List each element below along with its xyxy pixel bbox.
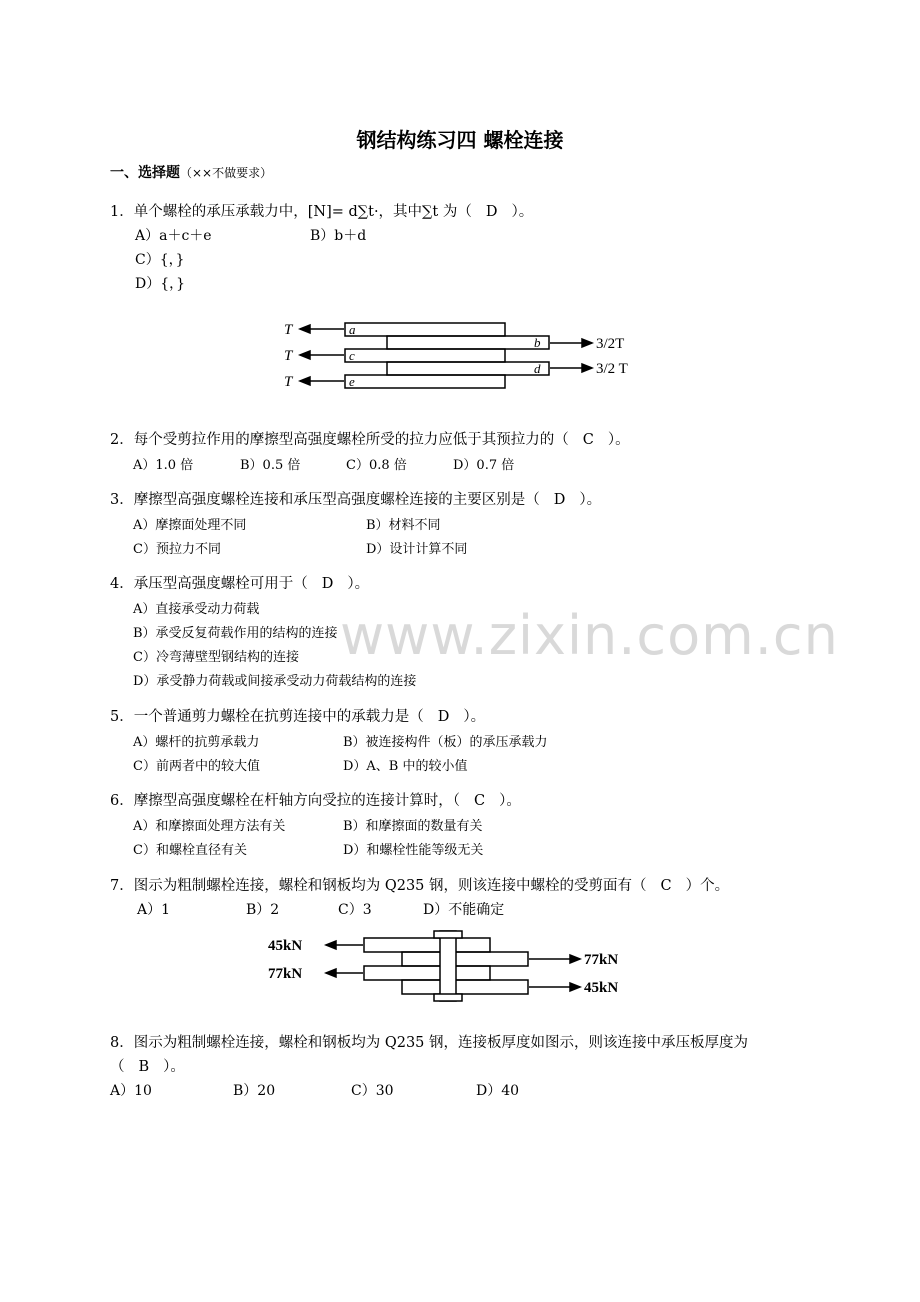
question-stem: 1．单个螺栓的承压承载力中，[N]= d∑t·，其中∑t 为（ (110, 204, 472, 220)
question-stem-end: ）。 (499, 793, 521, 809)
option-c: C）预拉力不同 (133, 542, 221, 557)
plate-label: c (349, 348, 355, 363)
option-c: C）和螺栓直径有关 (133, 843, 247, 858)
option-a: A）1 (137, 902, 171, 918)
question-stem: 2．每个受剪拉作用的摩擦型高强度螺栓所受的拉力应低于其预拉力的（ (110, 432, 569, 448)
option-a: A）10 (110, 1083, 152, 1099)
option-a: A）1.0 倍 (133, 458, 194, 473)
option-b: B）2 (246, 902, 280, 918)
option-c: C）3 (338, 902, 372, 918)
plate-2 (402, 952, 528, 966)
plate-label: e (349, 374, 355, 389)
section-note: （××不做要求） (180, 166, 273, 180)
question-stem-end: ）。 (511, 204, 534, 220)
question-stem-end: ）。 (347, 576, 370, 592)
plate-4 (402, 980, 528, 994)
option-c: C）前两者中的较大值 (133, 759, 260, 774)
option-b: B）20 (233, 1083, 276, 1099)
answer: D (321, 576, 334, 592)
figure-plate-connection (280, 315, 650, 395)
question-stem: 4．承压型高强度螺栓可用于（ (110, 576, 308, 592)
option-d: D）不能确定 (423, 902, 505, 918)
question-stem-end: ）。 (463, 709, 486, 725)
option-d: D）0.7 倍 (453, 458, 515, 473)
page-title: 钢结构练习四 螺栓连接 (356, 128, 564, 152)
question-6 (110, 789, 521, 810)
option-a: A）螺杆的抗剪承载力 (133, 735, 260, 750)
load-label: 3/2 T (596, 361, 628, 377)
answer: C (660, 878, 672, 894)
question-stem-end: ）。 (163, 1059, 185, 1075)
load-label: 45kN (584, 980, 619, 996)
option-c: C）冷弯薄壁型钢结构的连接 (133, 650, 299, 665)
option-b: B）和摩擦面的数量有关 (343, 819, 483, 834)
option-d: D）承受静力荷载或间接承受动力荷载结构的连接 (133, 674, 417, 689)
section-heading (110, 162, 272, 182)
option-d: D）和螺栓性能等级无关 (343, 843, 484, 858)
option-d: D）40 (476, 1083, 520, 1099)
option-b: B）被连接构件（板）的承压承载力 (343, 735, 548, 750)
plate-1 (364, 938, 490, 952)
answer: D (485, 204, 498, 220)
question-4 (110, 572, 369, 593)
bolt-shank (440, 931, 456, 1001)
question-5 (110, 705, 485, 726)
plate-a (345, 323, 505, 336)
plate-b (387, 336, 549, 349)
question-stem-end: ）。 (607, 432, 630, 448)
load-label: 77kN (268, 966, 303, 982)
question-stem-end: ）。 (579, 492, 602, 508)
question-2 (110, 428, 630, 449)
plate-3 (364, 966, 490, 980)
plate-label: d (534, 361, 541, 376)
option-a: A）和摩擦面处理方法有关 (133, 819, 286, 834)
answer: D (437, 709, 450, 725)
option-b: B）b＋d (310, 228, 367, 244)
load-label: 3/2T (596, 336, 625, 352)
question-3 (110, 488, 601, 509)
plate-d (387, 362, 549, 375)
bolt-head (434, 931, 462, 938)
question-8: 8．图示为粗制螺栓连接，螺栓和钢板均为 Q235 钢，连接板厚度如图示，则该连接中承压板厚度为 (110, 1035, 749, 1051)
section-heading-text: 一、选择题 (110, 165, 180, 181)
option-d: D）A、B 中的较小值 (343, 759, 468, 774)
plate-c (345, 349, 505, 362)
question-8-line2 (110, 1055, 185, 1076)
bolt-nut (434, 994, 462, 1001)
load-label: 77kN (584, 952, 619, 968)
option-b: B）0.5 倍 (240, 458, 301, 473)
option-c: C）0.8 倍 (346, 458, 407, 473)
question-stem: 6．摩擦型高强度螺栓在杆轴方向受拉的连接计算时，（ (110, 793, 460, 809)
question-7 (110, 874, 729, 895)
option-d: D）{，} (135, 276, 186, 292)
option-a: A）直接承受动力荷载 (133, 602, 260, 617)
question-stem-end: ）个。 (685, 878, 730, 894)
option-a: A）摩擦面处理不同 (133, 518, 247, 533)
option-b: B）材料不同 (366, 518, 441, 533)
answer: C (582, 432, 594, 448)
option-b: B）承受反复荷载作用的结构的连接 (133, 626, 338, 641)
answer: B (138, 1059, 150, 1075)
load-label: T (284, 322, 293, 338)
question-stem: （ (110, 1059, 125, 1075)
figure-bolt-connection (262, 926, 634, 1006)
question-stem: 7．图示为粗制螺栓连接，螺栓和钢板均为 Q235 钢，则该连接中螺栓的受剪面有（ (110, 878, 647, 894)
load-label: T (284, 374, 293, 390)
option-a: A）a＋c＋e (135, 228, 212, 244)
plate-label: a (349, 322, 356, 337)
plate-label: b (534, 335, 541, 350)
answer: D (553, 492, 566, 508)
load-label: T (284, 348, 293, 364)
question-stem: 3．摩擦型高强度螺栓连接和承压型高强度螺栓连接的主要区别是（ (110, 492, 540, 508)
option-c: C）{，} (135, 252, 185, 268)
plate-e (345, 375, 505, 388)
option-c: C）30 (351, 1083, 394, 1099)
load-label: 45kN (268, 938, 303, 954)
answer: C (473, 793, 486, 809)
option-d: D）设计计算不同 (366, 542, 468, 557)
watermark: www.zixin.com.cn (340, 604, 839, 667)
question-stem: 5．一个普通剪力螺栓在抗剪连接中的承载力是（ (110, 709, 424, 725)
question-1 (110, 200, 533, 221)
